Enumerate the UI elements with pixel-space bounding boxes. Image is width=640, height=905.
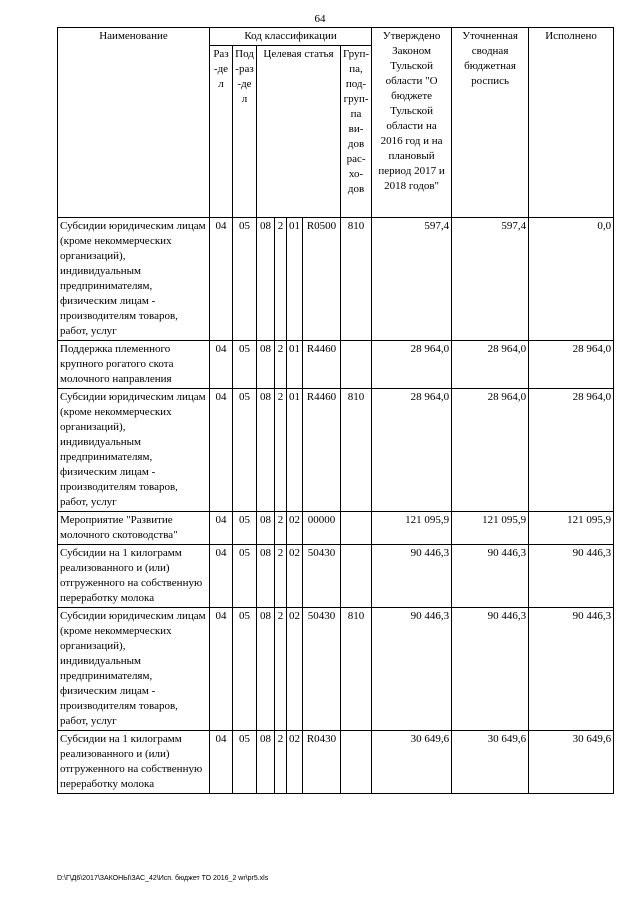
row-group: 810 bbox=[341, 218, 372, 341]
row-executed: 90 446,3 bbox=[529, 608, 614, 731]
row-target-direction: R4460 bbox=[303, 389, 341, 512]
row-executed: 30 649,6 bbox=[529, 731, 614, 794]
row-target-direction: R4460 bbox=[303, 341, 341, 389]
row-target-program: 08 bbox=[257, 341, 275, 389]
row-approved: 121 095,9 bbox=[372, 512, 452, 545]
row-target-direction: R0430 bbox=[303, 731, 341, 794]
budget-table bbox=[57, 27, 614, 794]
row-podrazdel: 05 bbox=[233, 512, 257, 545]
row-executed: 121 095,9 bbox=[529, 512, 614, 545]
row-name: Мероприятие "Развитие молочного скотоводства" bbox=[58, 512, 210, 545]
row-razdel: 04 bbox=[210, 341, 233, 389]
row-target-subprogram: 2 bbox=[275, 545, 287, 608]
table-row bbox=[58, 512, 614, 545]
row-target-event: 01 bbox=[287, 218, 303, 341]
row-refined: 28 964,0 bbox=[452, 389, 529, 512]
header-code-group: Код классификации bbox=[210, 28, 372, 46]
row-approved: 30 649,6 bbox=[372, 731, 452, 794]
header-executed: Исполнено bbox=[529, 28, 614, 218]
row-target-direction: R0500 bbox=[303, 218, 341, 341]
row-podrazdel: 05 bbox=[233, 545, 257, 608]
row-podrazdel: 05 bbox=[233, 608, 257, 731]
row-approved: 90 446,3 bbox=[372, 608, 452, 731]
row-name: Субсидии юридическим лицам (кроме некоммерческих организаций), индивидуальным предпринимателям, физическим лицам - производителям товаров, работ, услуг bbox=[58, 218, 210, 341]
row-approved: 28 964,0 bbox=[372, 341, 452, 389]
row-refined: 28 964,0 bbox=[452, 341, 529, 389]
row-group bbox=[341, 545, 372, 608]
header-name: Наименование bbox=[58, 28, 210, 218]
row-target-subprogram: 2 bbox=[275, 731, 287, 794]
table-row bbox=[58, 218, 614, 341]
table-row bbox=[58, 608, 614, 731]
row-target-program: 08 bbox=[257, 608, 275, 731]
row-target-event: 02 bbox=[287, 731, 303, 794]
row-target-event: 01 bbox=[287, 341, 303, 389]
row-razdel: 04 bbox=[210, 389, 233, 512]
table-row bbox=[58, 731, 614, 794]
row-target-program: 08 bbox=[257, 512, 275, 545]
row-target-subprogram: 2 bbox=[275, 512, 287, 545]
row-target-subprogram: 2 bbox=[275, 341, 287, 389]
row-executed: 28 964,0 bbox=[529, 389, 614, 512]
row-target-direction: 00000 bbox=[303, 512, 341, 545]
row-group bbox=[341, 731, 372, 794]
row-group bbox=[341, 341, 372, 389]
row-name: Субсидии на 1 килограмм реализованного и (или) отгруженного на собственную переработку молока bbox=[58, 545, 210, 608]
row-refined: 90 446,3 bbox=[452, 545, 529, 608]
table-row bbox=[58, 389, 614, 512]
header-group: Груп-па, под-груп-па ви-дов рас-хо-дов bbox=[341, 46, 372, 218]
row-razdel: 04 bbox=[210, 608, 233, 731]
page-number: 64 bbox=[314, 13, 326, 25]
row-target-event: 02 bbox=[287, 545, 303, 608]
header-approved: Утверждено Законом Тульской области "О бюджете Тульской области на 2016 год и на плановый период 2017 и 2018 годов" bbox=[372, 28, 452, 218]
row-razdel: 04 bbox=[210, 731, 233, 794]
header-razdel: Раз-дел bbox=[210, 46, 233, 218]
row-group bbox=[341, 512, 372, 545]
row-podrazdel: 05 bbox=[233, 389, 257, 512]
row-target-direction: 50430 bbox=[303, 608, 341, 731]
row-razdel: 04 bbox=[210, 512, 233, 545]
row-razdel: 04 bbox=[210, 218, 233, 341]
row-name: Субсидии на 1 килограмм реализованного и (или) отгруженного на собственную переработку молока bbox=[58, 731, 210, 794]
header-podrazdel: Под-раз-дел bbox=[233, 46, 257, 218]
row-approved: 90 446,3 bbox=[372, 545, 452, 608]
row-refined: 597,4 bbox=[452, 218, 529, 341]
row-group: 810 bbox=[341, 608, 372, 731]
table-row bbox=[58, 545, 614, 608]
row-target-subprogram: 2 bbox=[275, 218, 287, 341]
row-target-direction: 50430 bbox=[303, 545, 341, 608]
row-refined: 30 649,6 bbox=[452, 731, 529, 794]
row-podrazdel: 05 bbox=[233, 218, 257, 341]
row-name: Субсидии юридическим лицам (кроме некоммерческих организаций), индивидуальным предпринимателям, физическим лицам - производителям товаров, работ, услуг bbox=[58, 389, 210, 512]
row-target-subprogram: 2 bbox=[275, 389, 287, 512]
row-name: Субсидии юридическим лицам (кроме некоммерческих организаций), индивидуальным предпринимателям, физическим лицам - производителям товаров, работ, услуг bbox=[58, 608, 210, 731]
header-row-top bbox=[58, 28, 614, 46]
row-podrazdel: 05 bbox=[233, 731, 257, 794]
row-target-program: 08 bbox=[257, 731, 275, 794]
row-refined: 90 446,3 bbox=[452, 608, 529, 731]
row-target-program: 08 bbox=[257, 389, 275, 512]
header-refined: Уточненная сводная бюджетная роспись bbox=[452, 28, 529, 218]
row-target-event: 01 bbox=[287, 389, 303, 512]
row-target-program: 08 bbox=[257, 545, 275, 608]
row-target-subprogram: 2 bbox=[275, 608, 287, 731]
row-refined: 121 095,9 bbox=[452, 512, 529, 545]
row-target-program: 08 bbox=[257, 218, 275, 341]
row-approved: 597,4 bbox=[372, 218, 452, 341]
row-approved: 28 964,0 bbox=[372, 389, 452, 512]
row-executed: 90 446,3 bbox=[529, 545, 614, 608]
row-target-event: 02 bbox=[287, 608, 303, 731]
row-name: Поддержка племенного крупного рогатого скота молочного направления bbox=[58, 341, 210, 389]
row-razdel: 04 bbox=[210, 545, 233, 608]
row-target-event: 02 bbox=[287, 512, 303, 545]
row-podrazdel: 05 bbox=[233, 341, 257, 389]
footer-file-path: D:\Г\Д6\2017\ЗАКОНЫ\ЗАС_42\Исп. бюджет ТО 2016_2 wr\pr5.xls bbox=[57, 875, 269, 882]
row-group: 810 bbox=[341, 389, 372, 512]
header-target: Целевая статья bbox=[257, 46, 341, 218]
table-row bbox=[58, 341, 614, 389]
row-executed: 0,0 bbox=[529, 218, 614, 341]
row-executed: 28 964,0 bbox=[529, 341, 614, 389]
